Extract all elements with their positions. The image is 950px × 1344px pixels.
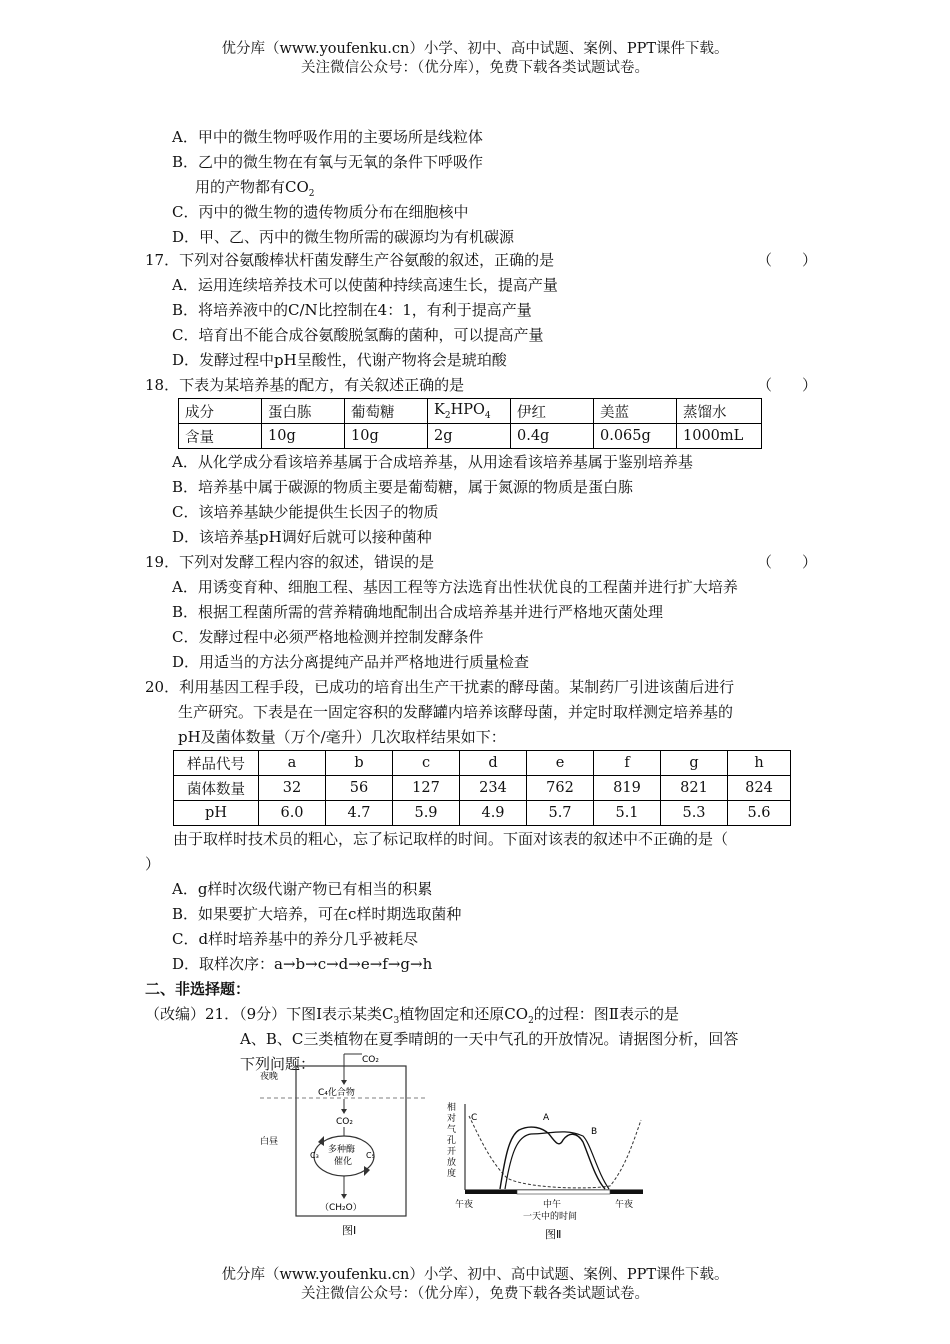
curve-b (505, 1132, 609, 1189)
svg-text:放: 放 (447, 1158, 457, 1168)
q20-option-d: D．取样次序：a→b→c→d→e→f→g→h (172, 955, 433, 973)
q20-option-a: A．g样时次级代谢产物已有相当的积累 (172, 880, 433, 898)
table-cell: 美蓝 (594, 399, 677, 424)
table-cell: 6.0 (259, 801, 326, 826)
curve-b-label: B (591, 1127, 598, 1137)
table-cell: 蛋白胨 (262, 399, 345, 424)
x-axis-label: 一天中的时间 (523, 1212, 578, 1222)
day-label: 白昼 (260, 1137, 279, 1147)
table-cell: 5.9 (393, 801, 460, 826)
table-cell: e (527, 751, 594, 776)
svg-text:对: 对 (447, 1114, 457, 1124)
section-heading: 二、非选择题： (145, 980, 251, 998)
q20-stem-line2: 生产研究。下表是在一固定容积的发酵罐内培养该酵母菌，并定时取样测定培养基的 (178, 703, 734, 721)
curve-c (469, 1116, 641, 1188)
c5-label: C₅ (366, 1151, 375, 1160)
co2-mid-label: CO₂ (336, 1117, 353, 1127)
table-cell: 5.3 (661, 801, 728, 826)
table-row (179, 424, 762, 449)
q18-option-c: C．该培养基缺少能提供生长因子的物质 (172, 503, 439, 521)
curve-a (500, 1127, 605, 1189)
figure-1-c4-pathway (258, 1052, 428, 1242)
c3-label: C₃ (310, 1151, 319, 1160)
catalysis-label: 催化 (334, 1157, 353, 1167)
table-cell: 819 (594, 776, 661, 801)
enzymes-label: 多种酶 (328, 1145, 356, 1155)
figure-2-caption: 图Ⅱ (545, 1228, 562, 1241)
table-cell: 127 (393, 776, 460, 801)
header-line-1: 优分库（www.youfenku.cn）小学、初中、高中试题、案例、PPT课件下载。 (221, 41, 729, 57)
table-row (174, 751, 791, 776)
q17-stem: 17．下列对谷氨酸棒状杆菌发酵生产谷氨酸的叙述，正确的是 (145, 251, 555, 269)
q18-answer-paren: （ ） (757, 376, 818, 394)
table-cell: 0.4g (511, 424, 594, 449)
q19-option-b: B．根据工程菌所需的营养精确地配制出合成培养基并进行严格地灭菌处理 (172, 603, 664, 621)
q21-stem-line2: A、B、C三类植物在夏季晴朗的一天中气孔的开放情况。请据图分析，回答 (240, 1030, 739, 1048)
q19-option-d: D．用适当的方法分离提纯产品并严格地进行质量检查 (172, 653, 530, 671)
q20-after-line1: 由于取样时技术员的粗心，忘了标记取样的时间。下面对该表的叙述中不正确的是（ (173, 830, 729, 848)
table-cell: 2g (428, 424, 511, 449)
q21-stem-line3: 下列问题： (240, 1055, 316, 1073)
q19-stem: 19．下列对发酵工程内容的叙述，错误的是 (145, 553, 435, 571)
table-cell: 5.7 (527, 801, 594, 826)
y-axis-label (447, 1101, 456, 1179)
table-row (179, 399, 762, 424)
q16-option-b-line2: 用的产物都有$CO_2$ (195, 178, 315, 199)
q21-stem-line1: （改编）21．（9分）下图Ⅰ表示某类$C_3$植物固定和还原$CO_2$的过程：图Ⅱ表示的是 (145, 1005, 679, 1026)
q17-option-a: A．运用连续培养技术可以使菌种持续高速生长，提高产量 (172, 276, 558, 294)
ch2o-label: （CH₂O） (320, 1203, 362, 1213)
x-tick-noon: 中午 (543, 1200, 562, 1210)
svg-text:相: 相 (447, 1103, 457, 1113)
table-cell: 56 (326, 776, 393, 801)
c4-compound-label: C₄化合物 (318, 1088, 355, 1098)
table-cell: 1000mL (677, 424, 762, 449)
header-line-2: 关注微信公众号：（优分库），免费下载各类试题试卷。 (301, 60, 649, 76)
table-cell: c (393, 751, 460, 776)
table-row (174, 801, 791, 826)
footer-line-1: 优分库（www.youfenku.cn）小学、初中、高中试题、案例、PPT课件下载。 (221, 1267, 729, 1283)
table-cell: 824 (728, 776, 791, 801)
q19-option-a: A．用诱变育种、细胞工程、基因工程等方法选育出性状优良的工程菌并进行扩大培养 (172, 578, 738, 596)
night-label: 夜晚 (260, 1072, 279, 1082)
table-cell: 葡萄糖 (345, 399, 428, 424)
q17-option-b: B．将培养液中的C/N比控制在4：1，有利于提高产量 (172, 301, 532, 319)
night-bar-right (610, 1190, 643, 1194)
table-cell: $K_2HPO_4$ (428, 399, 511, 424)
x-tick-midnight-start: 午夜 (455, 1200, 474, 1210)
table-cell: 蒸馏水 (677, 399, 762, 424)
figure-2-stomatal-chart (445, 1098, 645, 1244)
table-cell: 0.065g (594, 424, 677, 449)
q18-option-d: D．该培养基pH调好后就可以接种菌种 (172, 528, 432, 546)
figure-1-caption: 图Ⅰ (342, 1224, 357, 1237)
x-tick-midnight-end: 午夜 (615, 1200, 634, 1210)
table-cell: 菌体数量 (174, 776, 259, 801)
night-bar-left (465, 1190, 517, 1194)
q16-option-d: D．甲、乙、丙中的微生物所需的碳源均为有机碳源 (172, 228, 515, 246)
table-cell: d (460, 751, 527, 776)
q16-option-c: C．丙中的微生物的遗传物质分布在细胞核中 (172, 203, 469, 221)
table-cell: 32 (259, 776, 326, 801)
q18-stem: 18．下表为某培养基的配方，有关叙述正确的是 (145, 376, 465, 394)
q20-stem-line3: pH及菌体数量（万个/毫升）几次取样结果如下： (178, 728, 506, 746)
curve-c-label: C (471, 1113, 478, 1123)
curve-a-label: A (543, 1113, 550, 1123)
table-cell: 821 (661, 776, 728, 801)
svg-text:气: 气 (447, 1125, 457, 1135)
medium-recipe-table (178, 398, 762, 449)
q20-option-c: C．d样时培养基中的养分几乎被耗尽 (172, 930, 419, 948)
table-cell: 10g (262, 424, 345, 449)
table-cell: pH (174, 801, 259, 826)
q19-answer-paren: （ ） (757, 553, 818, 571)
table-cell: 234 (460, 776, 527, 801)
svg-text:孔: 孔 (447, 1136, 457, 1146)
table-cell: 5.1 (594, 801, 661, 826)
q20-after-line2: ） (145, 855, 161, 873)
table-cell: h (728, 751, 791, 776)
table-cell: b (326, 751, 393, 776)
q17-option-c: C．培育出不能合成谷氨酸脱氢酶的菌种，可以提高产量 (172, 326, 544, 344)
table-cell: a (259, 751, 326, 776)
day-bar (517, 1190, 610, 1194)
q17-option-d: D．发酵过程中pH呈酸性，代谢产物将会是琥珀酸 (172, 351, 507, 369)
q17-answer-paren: （ ） (757, 251, 818, 269)
yeast-sample-table (173, 750, 791, 826)
table-cell: 762 (527, 776, 594, 801)
table-cell: 含量 (179, 424, 262, 449)
table-cell: 5.6 (728, 801, 791, 826)
q16-option-a: A．甲中的微生物呼吸作用的主要场所是线粒体 (172, 128, 483, 146)
table-cell: 4.7 (326, 801, 393, 826)
co2-top-label: CO₂ (362, 1055, 379, 1065)
table-cell: 4.9 (460, 801, 527, 826)
table-cell: 样品代号 (174, 751, 259, 776)
table-cell: f (594, 751, 661, 776)
footer-line-2: 关注微信公众号：（优分库），免费下载各类试题试卷。 (301, 1286, 649, 1302)
svg-text:开: 开 (447, 1147, 457, 1157)
q18-option-b: B．培养基中属于碳源的物质主要是葡萄糖，属于氮源的物质是蛋白胨 (172, 478, 634, 496)
table-cell: 成分 (179, 399, 262, 424)
svg-text:度: 度 (447, 1169, 457, 1179)
q20-stem-line1: 20．利用基因工程手段，已成功的培育出生产干扰素的酵母菌。某制药厂引进该菌后进行 (145, 678, 735, 696)
q19-option-c: C．发酵过程中必须严格地检测并控制发酵条件 (172, 628, 484, 646)
q18-option-a: A．从化学成分看该培养基属于合成培养基，从用途看该培养基属于鉴别培养基 (172, 453, 693, 471)
q16-option-b-line1: B．乙中的微生物在有氧与无氧的条件下呼吸作 (172, 153, 484, 171)
q20-option-b: B．如果要扩大培养，可在c样时期选取菌种 (172, 905, 462, 923)
table-row (174, 776, 791, 801)
table-cell: 伊红 (511, 399, 594, 424)
table-cell: 10g (345, 424, 428, 449)
table-cell: g (661, 751, 728, 776)
